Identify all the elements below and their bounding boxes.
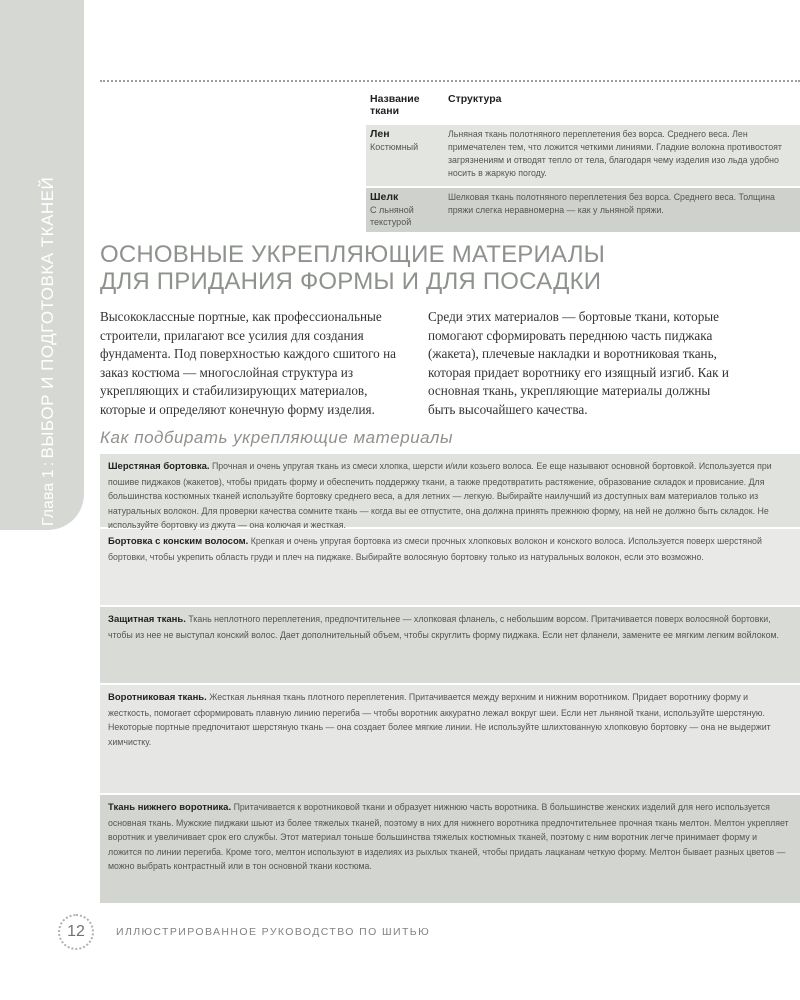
page-footer [58, 914, 430, 950]
fabric-description: Льняная ткань полотняного переплетения без ворса. Среднего веса. Лен примечателен тем, что ложится четкими линиями. Гладкие волокна противостоят загрязнениям и отводят тепло от тела, благодаря чему изделия изо льда удобно носить в жаркую погоду. [444, 124, 800, 187]
interfacings-subtitle: Как подбирать укрепляющие материалы [100, 428, 454, 447]
chapter-name: ВЫБОР И ПОДГОТОВКА ТКАНЕЙ [38, 176, 57, 459]
item-term: Защитная ткань. [108, 614, 186, 625]
table-row [366, 124, 800, 187]
item-term: Шерстяная бортовка. [108, 461, 210, 472]
intro-paragraph-right: Среди этих материалов — бортовые ткани, которые помогают сформировать переднюю часть пиджака (жакета), плечевые накладки и воротниковая ткань, которая придает воротнику его изящный изгиб. Как и основная ткань, укрепляющие материалы должны быть высочайшего качества. [428, 309, 729, 417]
item-text: Крепкая и очень упругая бортовка из смеси прочных хлопковых волокон и конского волоса. Используется поверх шерстяной бортовки, чтобы укрепить область груди и плеч на пиджаке. Выбирайте волосяную бортовку только из натуральных волокон, если это возможно. [108, 536, 762, 562]
section-title-line2: ДЛЯ ПРИДАНИЯ ФОРМЫ И ДЛЯ ПОСАДКИ [100, 268, 602, 295]
list-item [100, 607, 800, 685]
fabric-description: Шелковая ткань полотняного переплетения без ворса. Среднего веса. Толщина пряжи слегка неравномерна — как у льняной пряжи. [444, 187, 800, 232]
item-text: Прочная и очень упругая ткань из смеси хлопка, шерсти и/или козьего волоса. Ее еще называют основной бортовкой. Используется при пошиве пиджаков (жакетов), чтобы придать форму и обеспечить поддержку ткани, а также предотвратить растяжение, образование складок и провисание. Для большинства костюмных тканей используйте бортовку среднего веса, а для летних — легкую. Выбирайте наилучший из доступных вам материалов только из натуральных волокон. Для проверки качества сомните ткань — когда вы ее отпустите, она должна принять прежнюю форму, на ней не должно быть складок. Не используйте бортовку из джута — она колючая и жесткая. [108, 461, 772, 530]
list-item [100, 529, 800, 607]
interfacings-list [100, 454, 800, 905]
list-item [100, 795, 800, 905]
running-title: ИЛЛЮСТРИРОВАННОЕ РУКОВОДСТВО ПО ШИТЬЮ [116, 926, 431, 938]
list-item [100, 685, 800, 795]
item-term: Ткань нижнего воротника. [108, 802, 232, 813]
chapter-side-label [38, 177, 58, 526]
chapter-number: Глава 1 [40, 469, 57, 526]
item-text: Жесткая льняная ткань плотного переплетения. Притачивается между верхним и нижним воротником. Придает воротнику форму и жесткость, помогает сформировать плавную линию перегиба — чтобы воротник аккуратно лежал вокруг шеи. Если нет льняной ткани, используйте шерстяную. Некоторые портные предпочитают шерстяную ткань — она создает более мягкие линии. Не используйте шлихтованную хлопковую бортовку — она не выдержит химчистку. [108, 692, 771, 747]
item-text: Ткань неплотного переплетения, предпочтительнее — хлопковая фланель, с небольшим ворсом. Притачивается поверх волосяной бортовки, чтобы из нее не выступал конский волос. Дает дополнительный объем, чтобы скруглить форму пиджака. Если нет фланели, замените ее мягким легким войлоком. [108, 614, 779, 640]
table-header-row [366, 90, 800, 124]
top-dotted-divider [100, 80, 800, 82]
fabric-name: Лен [370, 128, 390, 140]
fabric-subname: Костюмный [370, 142, 419, 152]
chapter-separator: : [40, 461, 57, 467]
fabric-subname: С льняной текстурой [370, 205, 414, 227]
fabric-name-cell [366, 187, 444, 232]
item-term: Воротниковая ткань. [108, 692, 207, 703]
table-header-name: Название ткани [370, 93, 420, 117]
page-number: 12 [58, 914, 94, 950]
item-text: Притачивается к воротниковой ткани и образует нижнюю часть воротника. В большинстве женских изделий для него используется основная ткань. Мужские пиджаки шьют из более тяжелых тканей, поэтому в них для нижнего воротника предпочтительнее прочная ткань мелтон. Мелтон укрепляет воротник и увеличивает срок его службы. Этот материал тоньше большинства тяжелых костюмных тканей, поэтому с ним воротник легче принимает форму и ложится по линии перегиба. Кроме того, мелтон используют в изделиях из рыхлых тканей, чтобы придать лацканам четкую форму. Мелтон бывает разных цветов — можно выбрать контрастный или в тон основной ткани костюма. [108, 802, 789, 871]
section-title-line1: ОСНОВНЫЕ УКРЕПЛЯЮЩИЕ МАТЕРИАЛЫ [100, 241, 606, 268]
intro-paragraph-left: Высококлассные портные, как профессиональные строители, прилагают все усилия для создания фундамента. Под поверхностью каждого сшитого на заказ костюма — многослойная структура из укрепляющих и стабилизирующих материалов, которые и определяют конечную форму изделия. [100, 309, 396, 417]
section-title [100, 241, 790, 295]
fabric-name-cell [366, 124, 444, 187]
fabric-table [366, 90, 800, 232]
table-header-structure: Структура [448, 93, 502, 105]
fabric-name: Шелк [370, 191, 399, 203]
item-term: Бортовка с конским волосом. [108, 536, 249, 547]
list-item [100, 454, 800, 529]
table-row [366, 187, 800, 232]
